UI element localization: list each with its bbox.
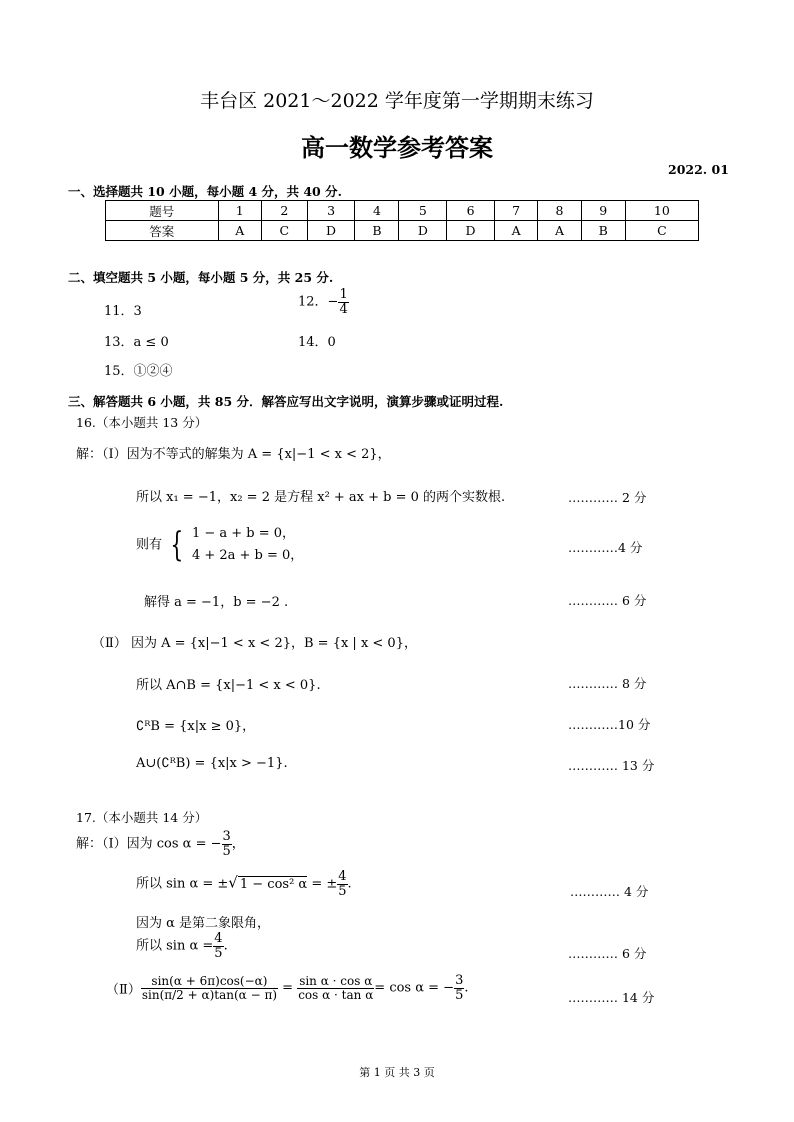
document-subtitle: 高一数学参考答案	[301, 133, 493, 162]
answer-cell: A	[218, 221, 261, 241]
problem16-line6: 所以 A∩B = {x|−1 < x < 0}.	[136, 678, 321, 693]
fraction-numerator: 4	[338, 869, 347, 884]
fraction-denominator: 5	[455, 987, 464, 1003]
score-4: …………4 分	[568, 540, 643, 555]
brace-symbol: {	[170, 525, 184, 565]
problem17-line4	[136, 932, 228, 960]
question-number: 5	[399, 201, 447, 221]
problem16-title: 16.（本小题共 13 分）	[76, 415, 208, 430]
fraction-denominator: 5	[214, 945, 223, 961]
score-6: ………… 6 分	[568, 593, 647, 608]
question-number: 4	[355, 201, 399, 221]
question-number: 2	[261, 201, 307, 221]
line2-mid: = ±	[307, 876, 338, 892]
answer-11: 11．3	[104, 304, 142, 319]
fraction-denominator: 4	[339, 301, 348, 317]
line1-suffix: ，	[231, 836, 245, 852]
fraction-denominator: sin(π/2 + α)tan(α − π)	[141, 987, 278, 1002]
answer-13: 13．a ≤ 0	[104, 335, 169, 350]
score-2: ………… 2 分	[568, 490, 647, 505]
section2-heading: 二、填空题共 5 小题，每小题 5 分，共 25 分.	[68, 270, 334, 285]
answer-12	[298, 288, 349, 316]
score-17-4: ………… 4 分	[570, 884, 649, 899]
line4-fraction	[213, 932, 223, 960]
section3-heading: 三、解答题共 6 小题，共 85 分．解答应写出文字说明，演算步骤或证明过程.	[68, 394, 504, 409]
problem16-system	[136, 523, 303, 567]
problem16-line8: A∪(∁ᴿB) = {x|x > −1}.	[136, 756, 288, 771]
fraction-numerator: sin α · cos α	[299, 974, 373, 989]
question-number: 9	[581, 201, 625, 221]
system-equations	[192, 523, 303, 567]
line5-fraction-1	[141, 975, 278, 1001]
answer-15: 15．①②④	[104, 364, 173, 379]
line2-fraction	[337, 870, 347, 898]
answer-cell: D	[307, 221, 355, 241]
fraction-numerator: 3	[222, 829, 231, 844]
line5-suffix: .	[464, 980, 469, 996]
score-17-6: ………… 6 分	[568, 946, 647, 961]
problem16-line7: ∁ᴿB = {x|x ≥ 0}，	[136, 719, 256, 734]
answer-table	[105, 200, 699, 241]
line5-fraction-3	[454, 974, 464, 1002]
score-17-14: ………… 14 分	[568, 990, 655, 1005]
document-date: 2022. 01	[668, 162, 729, 177]
system-equation-1: 1 − a + b = 0，	[191, 526, 296, 541]
fraction-denominator: 5	[222, 843, 231, 859]
problem17-line2	[136, 870, 352, 898]
line5-rest: = cos α = −	[374, 980, 455, 996]
fraction-numerator: 1	[339, 287, 348, 302]
row-label-question: 题号	[106, 201, 219, 221]
answer-14: 14．0	[298, 335, 336, 350]
fraction-denominator: cos α · tan α	[298, 987, 374, 1002]
problem17-title: 17.（本小题共 14 分）	[76, 810, 208, 825]
answer-row	[106, 221, 699, 241]
answer-12-fraction	[338, 288, 348, 316]
problem16-line2: 所以 x₁ = −1，x₂ = 2 是方程 x² + ax + b = 0 的两个实数根.	[136, 490, 506, 505]
problem16-line1: 解：（Ⅰ）因为不等式的解集为 A = {x|−1 < x < 2}，	[76, 447, 391, 462]
score-13: ………… 13 分	[568, 758, 655, 773]
sqrt-radicand: 1 − cos² α	[239, 876, 308, 892]
answer-cell: C	[261, 221, 307, 241]
fraction-numerator: sin(α + 6π)cos(−α)	[141, 975, 278, 989]
problem16-line5: （Ⅱ） 因为 A = {x|−1 < x < 2}，B = {x | x < 0}，	[92, 636, 417, 651]
question-number-row	[106, 201, 699, 221]
answer-cell: B	[581, 221, 625, 241]
page-footer: 第 1 页 共 3 页	[359, 1066, 435, 1079]
question-number: 6	[447, 201, 495, 221]
line2-suffix: .	[347, 876, 352, 892]
question-number: 10	[625, 201, 698, 221]
line4-text: 所以 sin α =	[136, 938, 214, 954]
question-number: 7	[494, 201, 537, 221]
answer-cell: D	[399, 221, 447, 241]
problem17-line5	[106, 974, 468, 1002]
answer-12-sign: −	[327, 294, 339, 310]
answer-cell: A	[494, 221, 537, 241]
system-equation-2: 4 + 2a + b = 0，	[191, 548, 304, 563]
fraction-numerator: 4	[214, 931, 223, 946]
part2-label: （Ⅱ）	[106, 982, 141, 998]
problem17-line1	[76, 830, 245, 858]
line5-fraction-2	[297, 975, 374, 1001]
question-number: 3	[307, 201, 355, 221]
question-number: 1	[218, 201, 261, 221]
score-8: ………… 8 分	[568, 676, 647, 691]
system-prefix: 则有	[136, 537, 163, 553]
fraction-denominator: 5	[338, 883, 347, 899]
sqrt-symbol: √	[228, 873, 238, 892]
answer-cell: A	[538, 221, 581, 241]
score-10: …………10 分	[568, 717, 651, 732]
line2-text: 所以 sin α = ±	[136, 876, 229, 892]
problem16-line4: 解得 a = −1，b = −2 .	[144, 595, 289, 610]
row-label-answer: 答案	[106, 221, 219, 241]
answer-12-prefix: 12．	[298, 294, 328, 310]
answer-cell: C	[625, 221, 698, 241]
problem17-line3: 因为 α 是第二象限角，	[136, 916, 271, 931]
line1-fraction	[222, 830, 232, 858]
question-number: 8	[538, 201, 581, 221]
line1-text: 解：（Ⅰ）因为 cos α = −	[76, 836, 222, 852]
section1-heading: 一、选择题共 10 小题，每小题 4 分，共 40 分.	[68, 184, 342, 199]
fraction-numerator: 3	[455, 973, 464, 988]
answer-cell: B	[355, 221, 399, 241]
line4-suffix: .	[223, 938, 228, 954]
equals-sign: =	[278, 980, 298, 996]
document-title: 丰台区 2021～2022 学年度第一学期期末练习	[200, 90, 594, 112]
answer-cell: D	[447, 221, 495, 241]
